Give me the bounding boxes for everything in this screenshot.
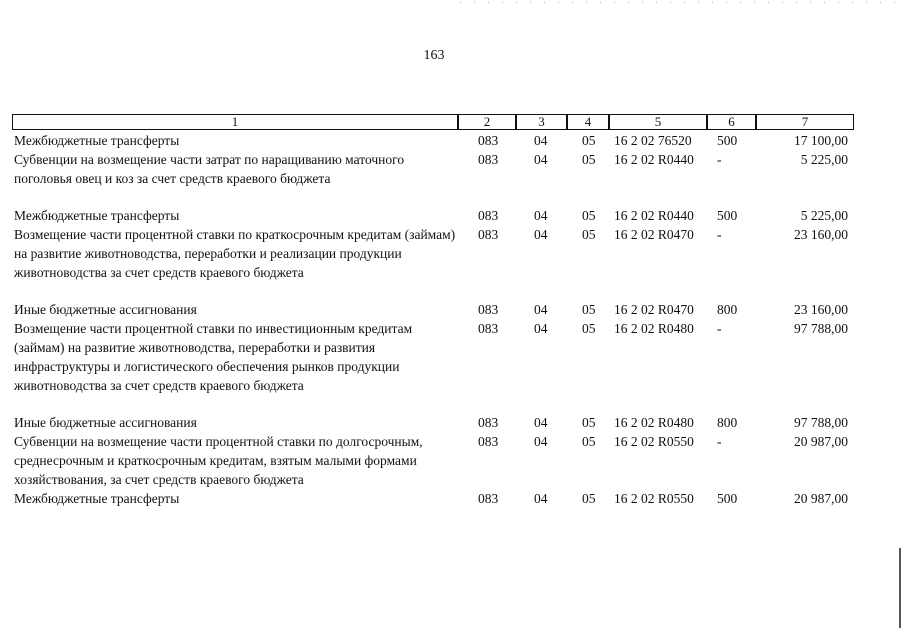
row-col-2: 083 [478, 302, 499, 317]
row-name: Возмещение части процентной ставки по краткосрочным кредитам (займам) на развитие животноводства, переработки и реализации продукции животноводства за счет средств краевого бюджета [14, 227, 456, 280]
row-name: Возмещение части процентной ставки по инвестиционным кредитам (займам) на развитие животноводства, переработки и развития инфраструктуры и логистического обеспечения рынков продукции животноводства за счет средств краевого бюджета [14, 321, 413, 393]
row-col-6: - [717, 321, 722, 336]
table-row [0, 300, 905, 319]
row-col-3: 04 [534, 434, 548, 449]
row-spacer [0, 395, 905, 413]
row-col-4: 05 [582, 302, 596, 317]
row-col-3: 04 [534, 321, 548, 336]
row-col-2: 083 [478, 321, 499, 336]
row-col-2: 083 [478, 152, 499, 167]
row-col-2: 083 [478, 208, 499, 223]
row-spacer [0, 188, 905, 206]
row-col-5: 16 2 02 R0440 [614, 152, 694, 167]
row-col-6: 500 [717, 208, 738, 223]
row-col-6: - [717, 227, 722, 242]
table-row [0, 413, 905, 432]
header-col-5: 5 [609, 114, 707, 130]
row-col-3: 04 [534, 152, 548, 167]
row-col-5: 16 2 02 R0470 [614, 227, 694, 242]
row-col-6: 800 [717, 415, 738, 430]
header-col-1: 1 [12, 114, 458, 130]
header-col-6: 6 [707, 114, 756, 130]
row-col-7: 20 987,00 [794, 434, 848, 449]
row-col-5: 16 2 02 R0470 [614, 302, 694, 317]
row-col-3: 04 [534, 415, 548, 430]
row-col-4: 05 [582, 434, 596, 449]
row-col-4: 05 [582, 152, 596, 167]
scan-artifact-dots [460, 1, 900, 4]
row-col-4: 05 [582, 321, 596, 336]
row-col-7: 5 225,00 [800, 208, 848, 223]
row-col-6: - [717, 152, 722, 167]
row-col-6: 500 [717, 133, 738, 148]
row-col-2: 083 [478, 415, 499, 430]
row-name: Межбюджетные трансферты [14, 133, 180, 148]
row-col-4: 05 [582, 415, 596, 430]
row-spacer [0, 282, 905, 300]
row-col-7: 23 160,00 [794, 302, 848, 317]
row-name: Межбюджетные трансферты [14, 208, 180, 223]
row-col-2: 083 [478, 491, 499, 506]
header-col-4: 4 [567, 114, 609, 130]
row-name: Межбюджетные трансферты [14, 491, 180, 506]
row-col-6: - [717, 434, 722, 449]
row-col-5: 16 2 02 R0480 [614, 415, 694, 430]
row-col-7: 17 100,00 [794, 133, 848, 148]
scan-artifact-edge [899, 548, 901, 628]
row-col-4: 05 [582, 208, 596, 223]
row-col-4: 05 [582, 227, 596, 242]
row-col-3: 04 [534, 227, 548, 242]
table-row [0, 432, 905, 489]
table-row [0, 131, 905, 150]
header-col-3: 3 [516, 114, 567, 130]
row-col-2: 083 [478, 434, 499, 449]
row-col-5: 16 2 02 R0480 [614, 321, 694, 336]
row-col-7: 5 225,00 [800, 152, 848, 167]
row-col-6: 500 [717, 491, 738, 506]
row-col-6: 800 [717, 302, 738, 317]
row-col-2: 083 [478, 227, 499, 242]
row-name: Субвенции на возмещение части затрат по наращиванию маточного поголовья овец и коз за счет средств краевого бюджета [14, 152, 405, 186]
page-number: 163 [423, 48, 445, 63]
row-col-3: 04 [534, 491, 548, 506]
table-row [0, 489, 905, 508]
header-col-2: 2 [458, 114, 516, 130]
row-col-3: 04 [534, 208, 548, 223]
table-row [0, 206, 905, 225]
row-col-5: 16 2 02 76520 [614, 133, 692, 148]
row-col-5: 16 2 02 R0440 [614, 208, 694, 223]
table-row [0, 225, 905, 282]
row-col-7: 97 788,00 [794, 415, 848, 430]
row-col-5: 16 2 02 R0550 [614, 491, 694, 506]
header-col-7: 7 [756, 114, 854, 130]
table-body [0, 131, 905, 508]
row-name: Иные бюджетные ассигнования [14, 415, 197, 430]
row-col-7: 20 987,00 [794, 491, 848, 506]
table-row [0, 319, 905, 395]
row-col-3: 04 [534, 133, 548, 148]
row-col-7: 23 160,00 [794, 227, 848, 242]
row-col-4: 05 [582, 491, 596, 506]
row-name: Субвенции на возмещение части процентной ставки по долгосрочным, среднесрочным и краткосрочным кредитам, взятым малыми формами хозяйствования, за счет средств краевого бюджета [14, 434, 423, 487]
row-col-2: 083 [478, 133, 499, 148]
row-col-5: 16 2 02 R0550 [614, 434, 694, 449]
row-col-3: 04 [534, 302, 548, 317]
row-col-7: 97 788,00 [794, 321, 848, 336]
row-col-4: 05 [582, 133, 596, 148]
row-name: Иные бюджетные ассигнования [14, 302, 197, 317]
table-row [0, 150, 905, 188]
